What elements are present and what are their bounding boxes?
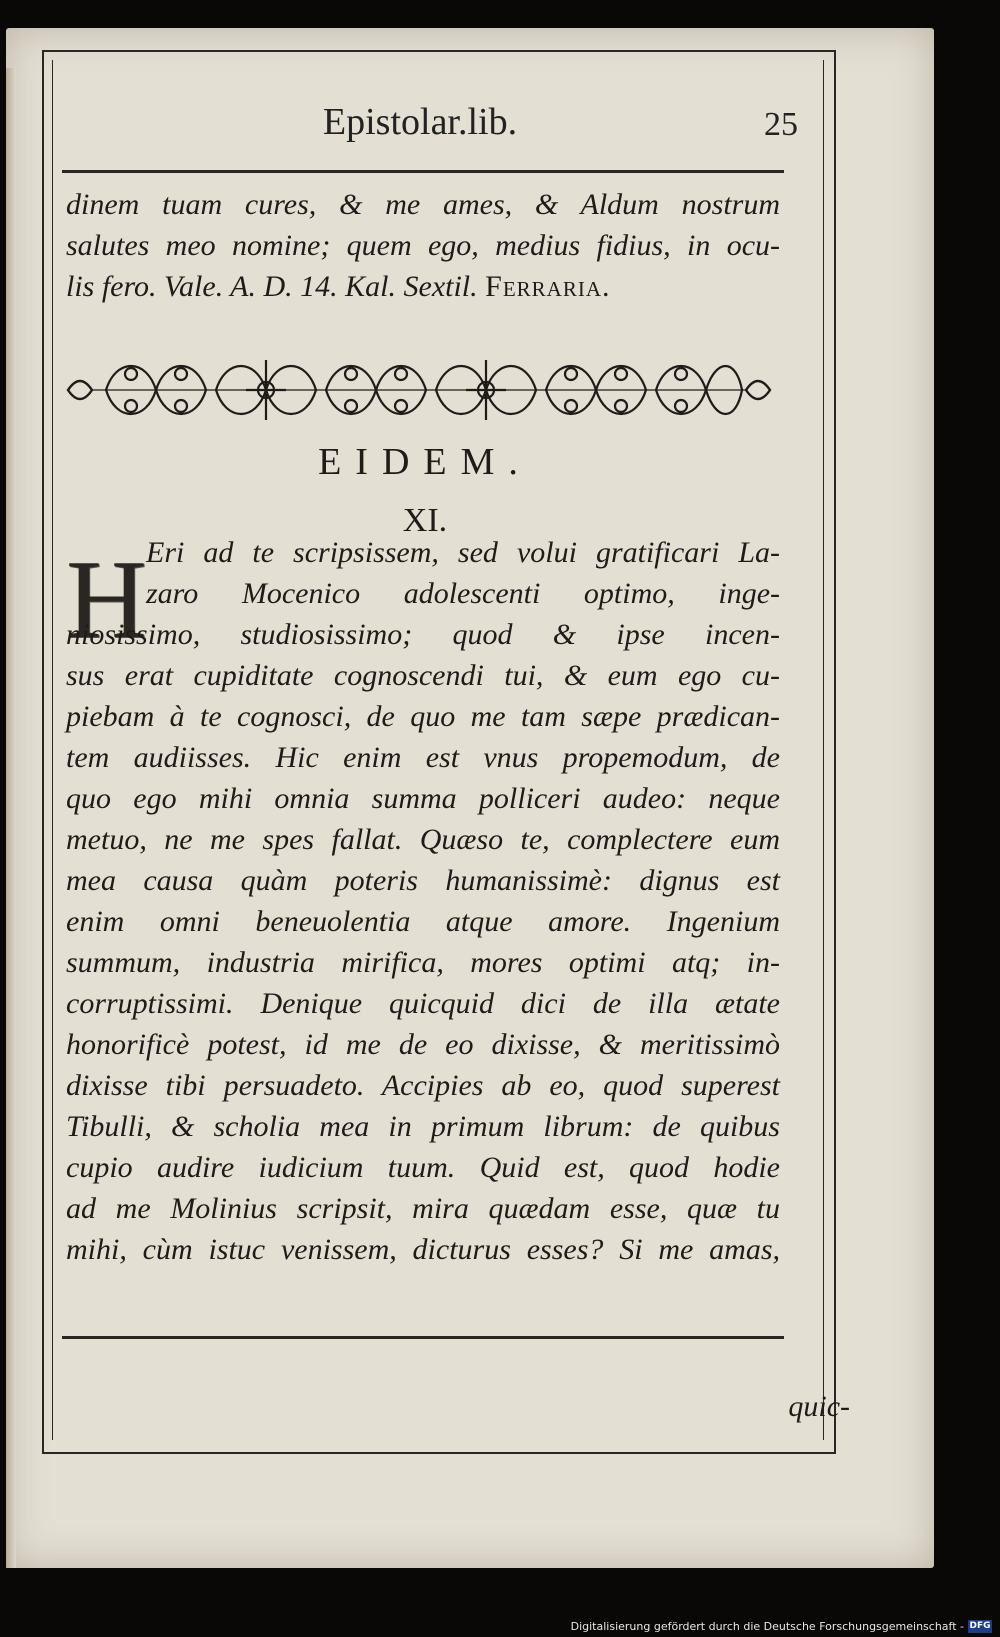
text-line: summum, industria mirifica, mores optimi atq; in-: [66, 946, 780, 979]
digitization-credit: Digitalisierung gefördert durch die Deutsche Forschungsgemeinschaft -: [570, 1620, 964, 1633]
letter-body: [66, 532, 780, 1270]
text-line: metuo, ne me spes fallat. Quæso te, complectere eum: [66, 823, 780, 856]
text-line: dinem tuam cures, & me ames, & Aldum nostrum: [66, 188, 780, 221]
text-line: mihi, cùm istuc venissem, dicturus esses? Si me amas,: [66, 1233, 780, 1266]
page-gutter-edge: [6, 68, 16, 1568]
text-line: tem audiisses. Hic enim est vnus propemodum, de: [66, 741, 780, 774]
text-line: [66, 266, 780, 307]
page-header: [60, 100, 798, 160]
running-head: Epistolar.lib.: [322, 101, 518, 143]
continued-text: [66, 184, 780, 307]
folio-number: 25: [764, 106, 798, 143]
catchword: quic-: [788, 1390, 850, 1423]
text-line: sus erat cupiditate cognoscendi tui, & eum ego cu-: [66, 659, 780, 692]
text-line-part: lis fero. Vale. A. D. 14. Kal. Sextil.: [66, 270, 486, 303]
header-rule: [62, 170, 784, 173]
footer-rule: [62, 1336, 784, 1339]
text-line: enim omni beneuolentia atque amore. Ingenium: [66, 905, 780, 938]
text-line: zaro Mocenico adolescenti optimo, inge-: [146, 577, 780, 610]
text-line: niosissimo, studiosissimo; quod & ipse incen-: [66, 618, 780, 651]
text-line: quo ego mihi omnia summa polliceri audeo: neque: [66, 782, 780, 815]
text-line: mea causa quàm poteris humanissimè: dignus est: [66, 864, 780, 897]
letter-number: XI.: [402, 502, 448, 539]
letter-title: EIDEM.: [318, 441, 532, 483]
text-line: Eri ad te scripsissem, sed volui gratificari La-: [146, 536, 780, 569]
text-line: corruptissimi. Denique quicquid dici de illa ætate: [66, 987, 780, 1020]
ornamental-border: [66, 350, 772, 430]
text-line: piebam à te cognosci, de quo me tam sæpe prædican-: [66, 700, 780, 733]
drop-capital: H: [66, 538, 147, 662]
text-line: ad me Molinius scripsit, mira quædam esse, quæ tu: [66, 1192, 780, 1225]
text-line: cupio audire iudicium tuum. Quid est, quod hodie: [66, 1151, 780, 1184]
text-line: dixisse tibi persuadeto. Accipies ab eo, quod superest: [66, 1069, 780, 1102]
text-line: salutes meo nomine; quem ego, medius fidius, in ocu-: [66, 229, 780, 262]
text-line: Tibulli, & scholia mea in primum librum: de quibus: [66, 1110, 780, 1143]
footer-bar: [0, 1615, 1000, 1637]
text-line: honorificè potest, id me de eo dixisse, & meritissimò: [66, 1028, 780, 1061]
place-name: Ferraria.: [485, 270, 611, 303]
dfg-logo-icon: DFG: [969, 1621, 991, 1631]
